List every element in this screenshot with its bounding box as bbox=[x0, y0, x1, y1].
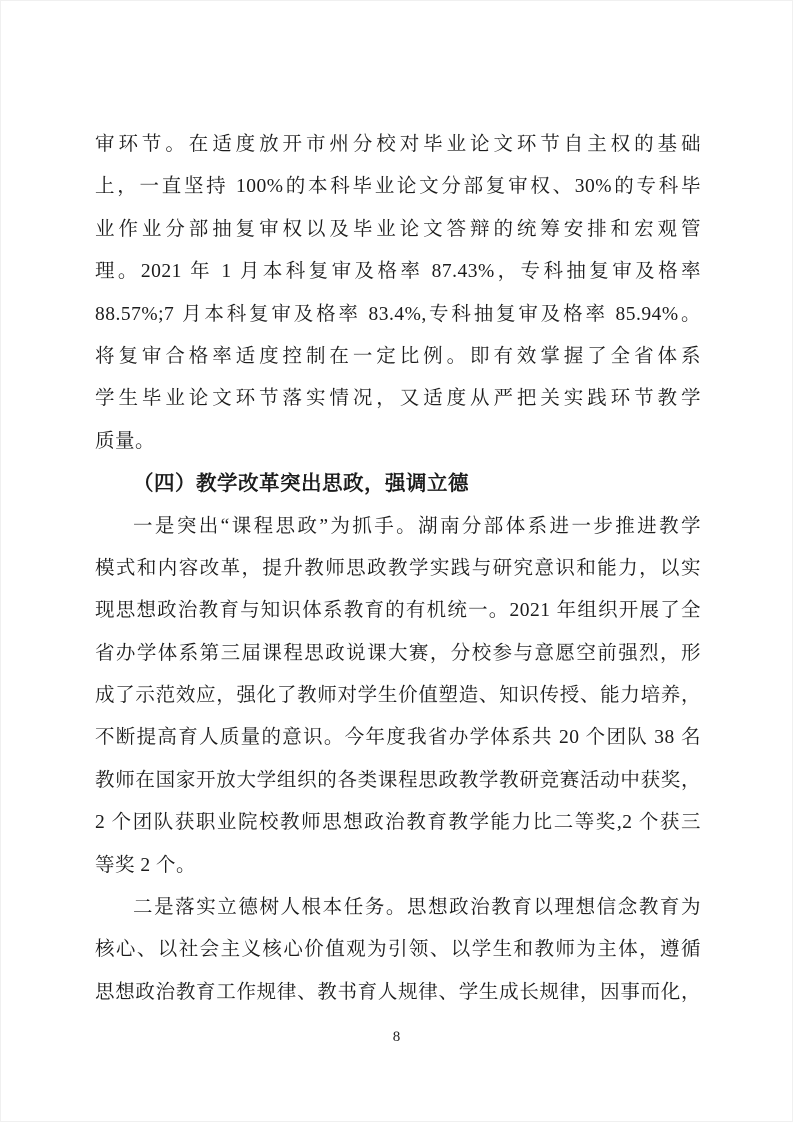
text-line: 成了示范效应，强化了教师对学生价值塑造、知识传授、能力培养， bbox=[95, 685, 701, 707]
text-line: 省办学体系第三届课程思政说课大赛，分校参与意愿空前强烈，形 bbox=[95, 642, 701, 664]
text-line: 等奖 2 个。 bbox=[95, 854, 197, 876]
text-line: 88.57%;7 月本科复审及格率 83.4%,专科抽复审及格率 85.94%。 bbox=[95, 303, 701, 325]
text-line: 学生毕业论文环节落实情况，又适度从严把关实践环节教学 bbox=[95, 388, 701, 410]
text-line: 模式和内容改革，提升教师思政教学实践与研究意识和能力，以实 bbox=[95, 557, 701, 579]
text-line: 2 个团队获职业院校教师思想政治教育教学能力比二等奖,2 个获三 bbox=[95, 812, 701, 834]
text-line: 不断提高育人质量的意识。今年度我省办学体系共 20 个团队 38 名 bbox=[95, 727, 701, 749]
text-line: 思想政治教育工作规律、教书育人规律、学生成长规律，因事而化， bbox=[95, 981, 701, 1003]
text-line: 一是突出“课程思政”为抓手。湖南分部体系进一步推进教学 bbox=[133, 515, 701, 537]
text-line: 现思想政治教育与知识体系教育的有机统一。2021 年组织开展了全 bbox=[95, 600, 701, 622]
text-line: 二是落实立德树人根本任务。思想政治教育以理想信念教育为 bbox=[133, 897, 701, 919]
section-heading: （四）教学改革突出思政，强调立德 bbox=[133, 473, 469, 496]
text-line: 上，一直坚持 100%的本科毕业论文分部复审权、30%的专科毕 bbox=[95, 176, 701, 198]
text-line: 质量。 bbox=[95, 430, 156, 452]
text-line: 核心、以社会主义核心价值观为引领、以学生和教师为主体，遵循 bbox=[95, 939, 701, 961]
text-line: 教师在国家开放大学组织的各类课程思政教学教研竞赛活动中获奖， bbox=[95, 769, 701, 791]
text-line: 审环节。在适度放开市州分校对毕业论文环节自主权的基础 bbox=[95, 134, 701, 155]
document-body bbox=[95, 124, 701, 1014]
text-line: 业作业分部抽复审权以及毕业论文答辩的统筹安排和宏观管 bbox=[95, 218, 701, 240]
text-line: 理。2021 年 1 月本科复审及格率 87.43%，专科抽复审及格率 bbox=[95, 261, 701, 283]
text-line: 将复审合格率适度控制在一定比例。即有效掌握了全省体系 bbox=[95, 345, 701, 367]
page-number: 8 bbox=[392, 1029, 401, 1045]
